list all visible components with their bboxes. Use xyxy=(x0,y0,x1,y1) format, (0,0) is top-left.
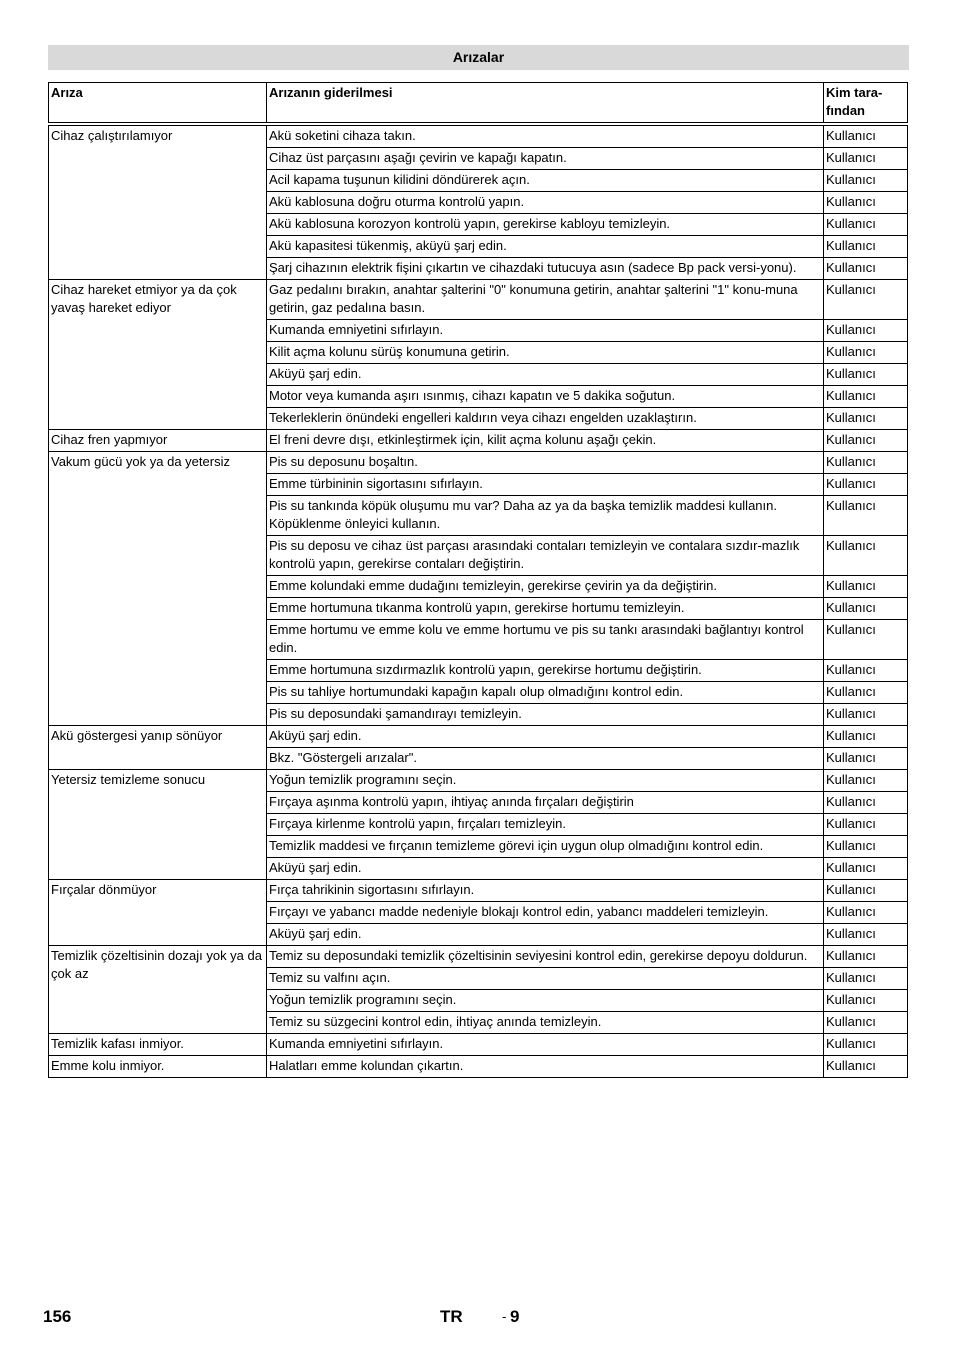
responsible-cell: Kullanıcı xyxy=(824,924,908,946)
remedy-cell: Aküyü şarj edin. xyxy=(267,364,824,386)
responsible-cell: Kullanıcı xyxy=(824,748,908,770)
fault-cell: Temizlik çözeltisinin dozajı yok ya da çok az xyxy=(49,946,267,1034)
table-header-row xyxy=(49,83,908,125)
responsible-cell: Kullanıcı xyxy=(824,726,908,748)
responsible-cell: Kullanıcı xyxy=(824,660,908,682)
language-code: TR xyxy=(440,1307,463,1326)
responsible-cell: Kullanıcı xyxy=(824,124,908,148)
remedy-cell: Pis su deposu ve cihaz üst parçası arasındaki contaları temizleyin ve contalara sızdır-mazlık kontrolü yapın, gerekirse contaları değiştirin. xyxy=(267,536,824,576)
header-remedy: Arızanın giderilmesi xyxy=(267,83,824,125)
remedy-cell: Emme kolundaki emme dudağını temizleyin, gerekirse çevirin ya da değiştirin. xyxy=(267,576,824,598)
responsible-cell: Kullanıcı xyxy=(824,968,908,990)
responsible-cell: Kullanıcı xyxy=(824,342,908,364)
header-fault: Arıza xyxy=(49,83,267,125)
fault-cell: Emme kolu inmiyor. xyxy=(49,1056,267,1078)
remedy-cell: Fırça tahrikinin sigortasını sıfırlayın. xyxy=(267,880,824,902)
responsible-cell: Kullanıcı xyxy=(824,620,908,660)
remedy-cell: Aküyü şarj edin. xyxy=(267,858,824,880)
responsible-cell: Kullanıcı xyxy=(824,598,908,620)
remedy-cell: Temiz su süzgecini kontrol edin, ihtiyaç anında temizleyin. xyxy=(267,1012,824,1034)
responsible-cell: Kullanıcı xyxy=(824,214,908,236)
fault-cell: Fırçalar dönmüyor xyxy=(49,880,267,946)
remedy-cell: Akü kablosuna korozyon kontrolü yapın, gerekirse kabloyu temizleyin. xyxy=(267,214,824,236)
remedy-cell: Halatları emme kolundan çıkartın. xyxy=(267,1056,824,1078)
remedy-cell: Emme hortumu ve emme kolu ve emme hortumu ve pis su tankı arasındaki bağlantıyı kontrol edin. xyxy=(267,620,824,660)
remedy-cell: Aküyü şarj edin. xyxy=(267,726,824,748)
responsible-cell: Kullanıcı xyxy=(824,452,908,474)
remedy-cell: Tekerleklerin önündeki engelleri kaldırın veya cihazı engelden uzaklaştırın. xyxy=(267,408,824,430)
header-by: Kim tara-fından xyxy=(824,83,908,125)
fault-table xyxy=(48,82,908,1078)
remedy-cell: Yoğun temizlik programını seçin. xyxy=(267,990,824,1012)
remedy-cell: Fırçayı ve yabancı madde nedeniyle blokajı kontrol edin, yabancı maddeleri temizleyin. xyxy=(267,902,824,924)
responsible-cell: Kullanıcı xyxy=(824,496,908,536)
responsible-cell: Kullanıcı xyxy=(824,192,908,214)
fault-cell: Cihaz fren yapmıyor xyxy=(49,430,267,452)
remedy-cell: Gaz pedalını bırakın, anahtar şalterini "0" konumuna getirin, anahtar şalterini "1" konu-muna getirin, gaz pedalına basın. xyxy=(267,280,824,320)
responsible-cell: Kullanıcı xyxy=(824,258,908,280)
fault-cell: Temizlik kafası inmiyor. xyxy=(49,1034,267,1056)
responsible-cell: Kullanıcı xyxy=(824,990,908,1012)
responsible-cell: Kullanıcı xyxy=(824,536,908,576)
responsible-cell: Kullanıcı xyxy=(824,814,908,836)
responsible-cell: Kullanıcı xyxy=(824,364,908,386)
remedy-cell: Motor veya kumanda aşırı ısınmış, cihazı kapatın ve 5 dakika soğutun. xyxy=(267,386,824,408)
remedy-cell: Akü kablosuna doğru oturma kontrolü yapın. xyxy=(267,192,824,214)
table-row xyxy=(49,726,908,748)
table-row xyxy=(49,124,908,148)
fault-cell: Vakum gücü yok ya da yetersiz xyxy=(49,452,267,726)
remedy-cell: Pis su tankında köpük oluşumu mu var? Daha az ya da başka temizlik maddesi kullanın. Köpüklenme önleyici kullanın. xyxy=(267,496,824,536)
remedy-cell: Fırçaya kirlenme kontrolü yapın, fırçaları temizleyin. xyxy=(267,814,824,836)
footer-separator: - xyxy=(502,1309,507,1324)
remedy-cell: Fırçaya aşınma kontrolü yapın, ihtiyaç anında fırçaları değiştirin xyxy=(267,792,824,814)
responsible-cell: Kullanıcı xyxy=(824,170,908,192)
table-row xyxy=(49,880,908,902)
responsible-cell: Kullanıcı xyxy=(824,946,908,968)
remedy-cell: Emme hortumuna sızdırmazlık kontrolü yapın, gerekirse hortumu değiştirin. xyxy=(267,660,824,682)
remedy-cell: Bkz. "Göstergeli arızalar". xyxy=(267,748,824,770)
remedy-cell: Pis su deposundaki şamandırayı temizleyin. xyxy=(267,704,824,726)
remedy-cell: Kilit açma kolunu sürüş konumuna getirin. xyxy=(267,342,824,364)
table-row xyxy=(49,430,908,452)
remedy-cell: Temiz su deposundaki temizlik çözeltisinin seviyesini kontrol edin, gerekirse depoyu doldurun. xyxy=(267,946,824,968)
responsible-cell: Kullanıcı xyxy=(824,408,908,430)
remedy-cell: Yoğun temizlik programını seçin. xyxy=(267,770,824,792)
remedy-cell: Kumanda emniyetini sıfırlayın. xyxy=(267,1034,824,1056)
remedy-cell: Kumanda emniyetini sıfırlayın. xyxy=(267,320,824,342)
responsible-cell: Kullanıcı xyxy=(824,682,908,704)
responsible-cell: Kullanıcı xyxy=(824,770,908,792)
responsible-cell: Kullanıcı xyxy=(824,1034,908,1056)
remedy-cell: Şarj cihazının elektrik fişini çıkartın ve cihazdaki tutucuya asın (sadece Bp pack versi-yonu). xyxy=(267,258,824,280)
responsible-cell: Kullanıcı xyxy=(824,858,908,880)
responsible-cell: Kullanıcı xyxy=(824,792,908,814)
table-row xyxy=(49,1034,908,1056)
remedy-cell: Acil kapama tuşunun kilidini döndürerek açın. xyxy=(267,170,824,192)
remedy-cell: Emme hortumuna tıkanma kontrolü yapın, gerekirse hortumu temizleyin. xyxy=(267,598,824,620)
responsible-cell: Kullanıcı xyxy=(824,1012,908,1034)
responsible-cell: Kullanıcı xyxy=(824,902,908,924)
fault-cell: Yetersiz temizleme sonucu xyxy=(49,770,267,880)
remedy-cell: Temizlik maddesi ve fırçanın temizleme görevi için uygun olup olmadığını kontrol edin. xyxy=(267,836,824,858)
remedy-cell: Emme türbininin sigortasını sıfırlayın. xyxy=(267,474,824,496)
table-row xyxy=(49,1056,908,1078)
remedy-cell: Akü kapasitesi tükenmiş, aküyü şarj edin. xyxy=(267,236,824,258)
responsible-cell: Kullanıcı xyxy=(824,320,908,342)
remedy-cell: Cihaz üst parçasını aşağı çevirin ve kapağı kapatın. xyxy=(267,148,824,170)
section-title: Arızalar xyxy=(48,45,909,70)
table-body xyxy=(49,124,908,1078)
responsible-cell: Kullanıcı xyxy=(824,704,908,726)
responsible-cell: Kullanıcı xyxy=(824,474,908,496)
responsible-cell: Kullanıcı xyxy=(824,430,908,452)
table-row xyxy=(49,452,908,474)
responsible-cell: Kullanıcı xyxy=(824,280,908,320)
responsible-cell: Kullanıcı xyxy=(824,576,908,598)
fault-cell: Cihaz çalıştırılamıyor xyxy=(49,124,267,280)
responsible-cell: Kullanıcı xyxy=(824,236,908,258)
fault-cell: Akü göstergesi yanıp sönüyor xyxy=(49,726,267,770)
remedy-cell: Akü soketini cihaza takın. xyxy=(267,124,824,148)
remedy-cell: Pis su deposunu boşaltın. xyxy=(267,452,824,474)
remedy-cell: El freni devre dışı, etkinleştirmek için, kilit açma kolunu aşağı çekin. xyxy=(267,430,824,452)
section-page-number: 9 xyxy=(510,1307,520,1326)
responsible-cell: Kullanıcı xyxy=(824,386,908,408)
responsible-cell: Kullanıcı xyxy=(824,1056,908,1078)
page-number: 156 xyxy=(43,1307,72,1326)
remedy-cell: Pis su tahliye hortumundaki kapağın kapalı olup olmadığını kontrol edin. xyxy=(267,682,824,704)
responsible-cell: Kullanıcı xyxy=(824,148,908,170)
responsible-cell: Kullanıcı xyxy=(824,836,908,858)
table-row xyxy=(49,946,908,968)
responsible-cell: Kullanıcı xyxy=(824,880,908,902)
remedy-cell: Temiz su valfını açın. xyxy=(267,968,824,990)
remedy-cell: Aküyü şarj edin. xyxy=(267,924,824,946)
table-row xyxy=(49,770,908,792)
fault-cell: Cihaz hareket etmiyor ya da çok yavaş hareket ediyor xyxy=(49,280,267,430)
table-row xyxy=(49,280,908,320)
